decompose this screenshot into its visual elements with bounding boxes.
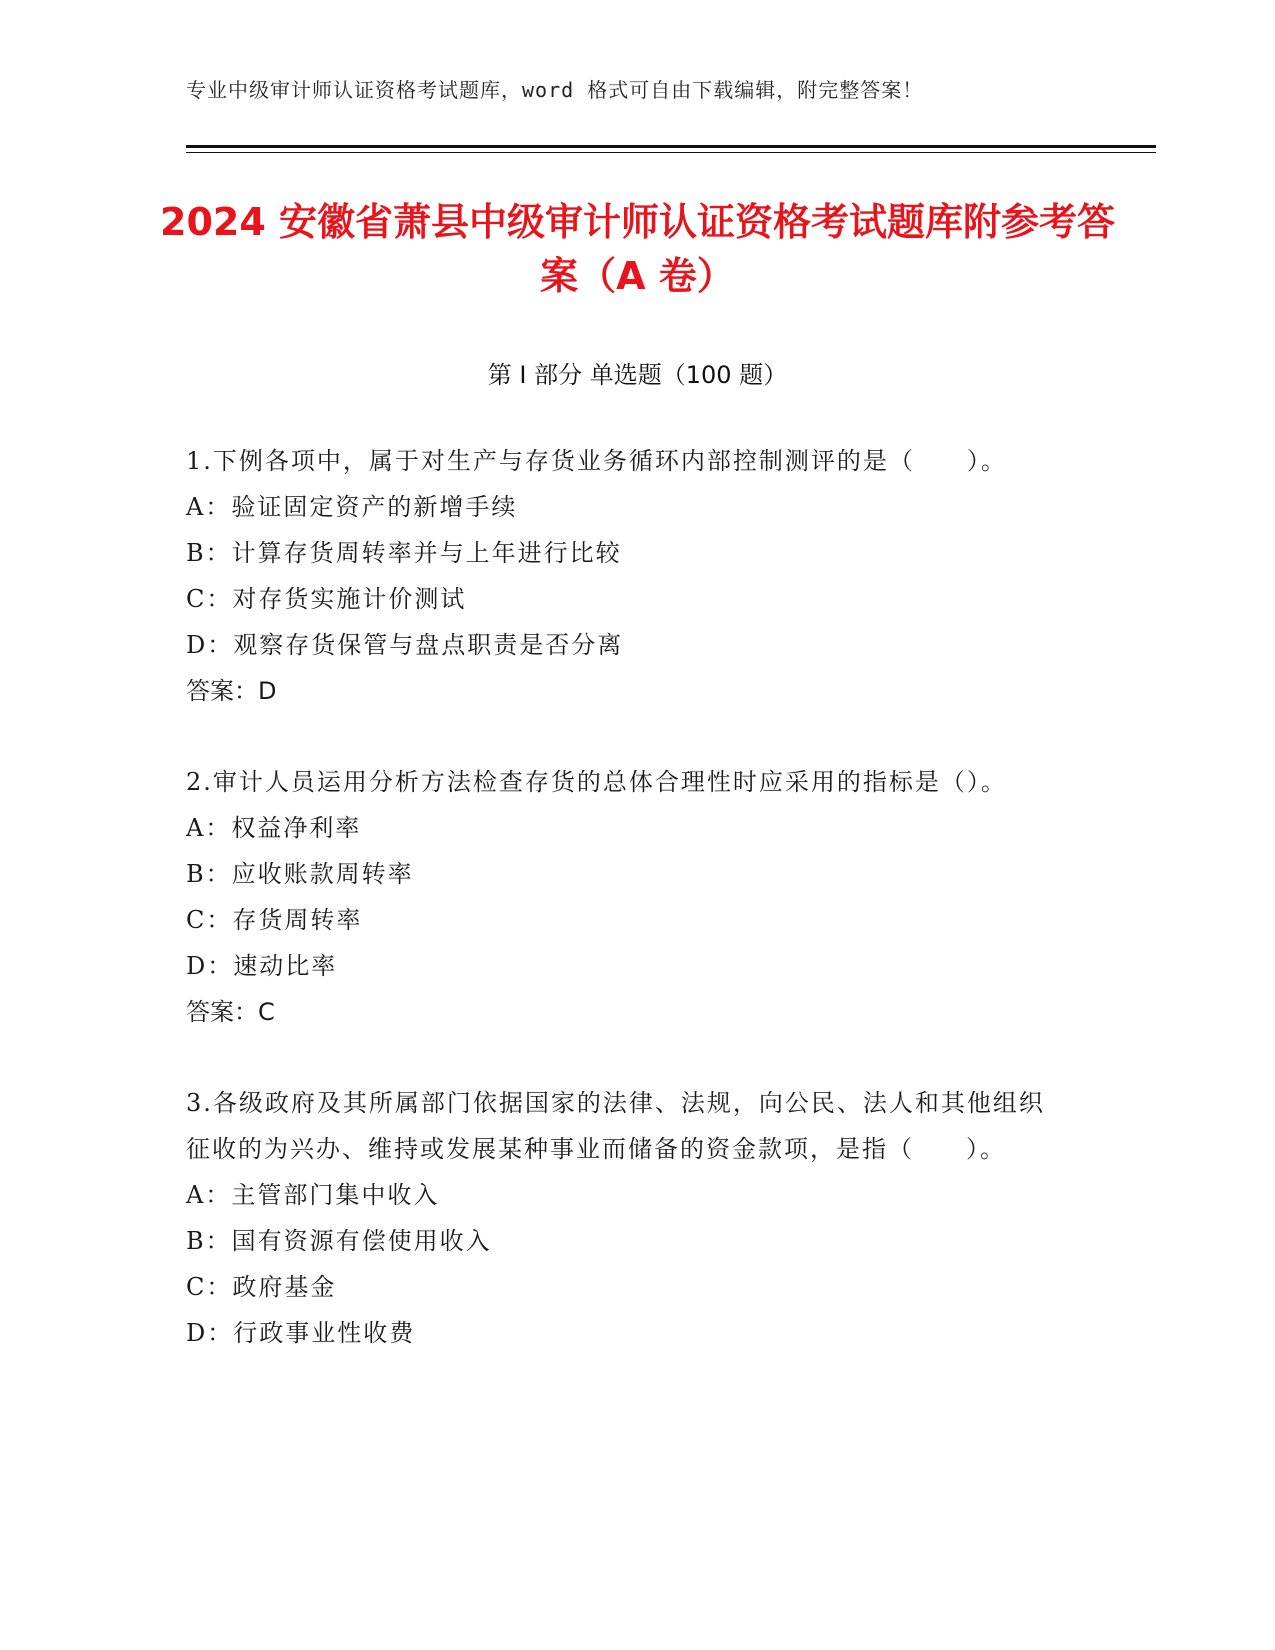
question-1	[186, 438, 1066, 714]
option-a: A：主管部门集中收入	[186, 1181, 440, 1209]
answer: 答案：D	[186, 677, 277, 705]
question-stem: 3.各级政府及其所属部门依据国家的法律、法规，向公民、法人和其他组织征收的为兴办、维持或发展某种事业而储备的资金款项，是指（ ）。	[186, 1089, 1045, 1163]
option-d: D：行政事业性收费	[186, 1319, 416, 1347]
header-rule-thin	[186, 152, 1156, 153]
question-2	[186, 759, 1066, 1035]
header-note: 专业中级审计师认证资格考试题库，word 格式可自由下载编辑，附完整答案！	[186, 78, 924, 102]
option-b: B：计算存货周转率并与上年进行比较	[186, 539, 622, 567]
question-stem: 2.审计人员运用分析方法检查存货的总体合理性时应采用的指标是（）。	[186, 768, 1007, 796]
option-b: B：应收账款周转率	[186, 860, 414, 888]
header-rule-thick	[186, 145, 1156, 148]
question-list	[186, 438, 1066, 1401]
option-c: C：政府基金	[186, 1273, 337, 1301]
option-d: D：观察存货保管与盘点职责是否分离	[186, 631, 624, 659]
option-a: A：验证固定资产的新增手续	[186, 493, 518, 521]
section-title: 第 I 部分 单选题（100 题）	[487, 361, 788, 389]
option-c: C：存货周转率	[186, 906, 363, 934]
option-d: D：速动比率	[186, 952, 338, 980]
option-a: A：权益净利率	[186, 814, 362, 842]
question-3	[186, 1080, 1066, 1356]
question-stem: 1.下例各项中，属于对生产与存货业务循环内部控制测评的是（ ）。	[186, 447, 1007, 475]
option-c: C：对存货实施计价测试	[186, 585, 467, 613]
option-b: B：国有资源有偿使用收入	[186, 1227, 492, 1255]
answer: 答案：C	[186, 998, 275, 1026]
document-title: 2024 安徽省萧县中级审计师认证资格考试题库附参考答案（A 卷）	[160, 200, 1115, 298]
